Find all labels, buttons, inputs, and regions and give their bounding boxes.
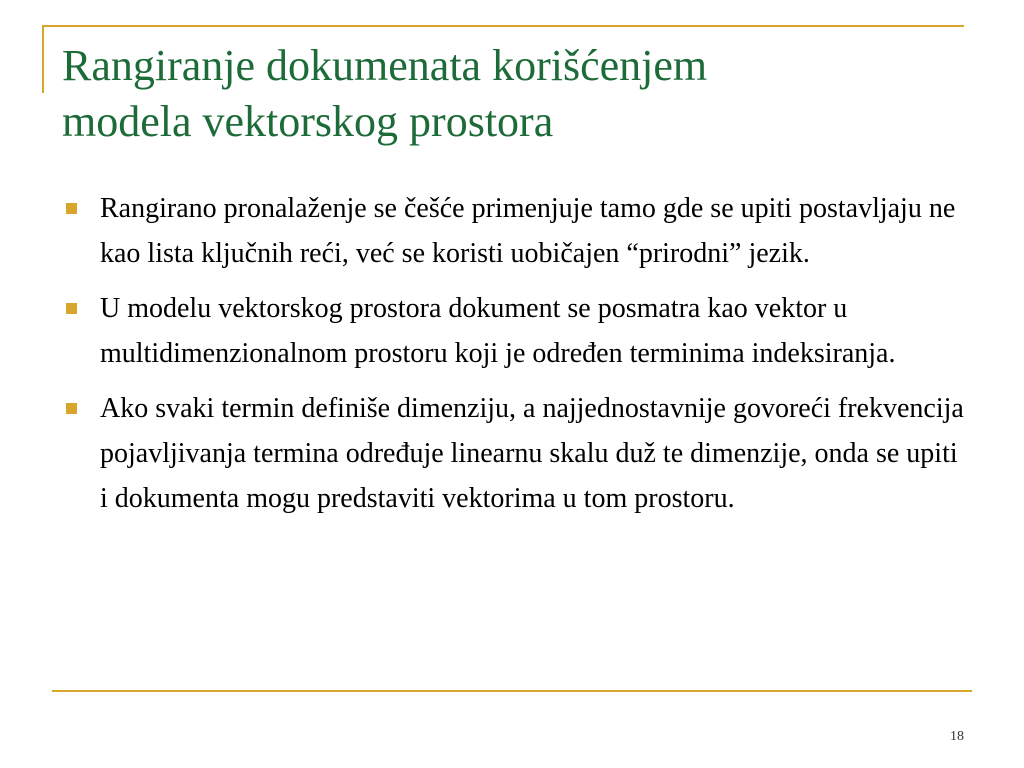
slide-title-line-1: Rangiranje dokumenata korišćenjem (62, 41, 708, 90)
bullet-item (64, 186, 964, 276)
page-number: 18 (950, 729, 964, 744)
footer-divider (52, 690, 972, 692)
bullet-item (64, 386, 964, 521)
slide-title-line-2: modela vektorskog prostora (62, 97, 554, 146)
top-frame-line (42, 25, 964, 27)
bullet-text: U modelu vektorskog prostora dokument se posmatra kao vektor u multidimenzionalnom prostoru koji je određen terminima indeksiranja. (100, 293, 896, 369)
bullet-text: Ako svaki termin definiše dimenziju, a najjednostavnije govoreći frekvencija pojavljivanja termina određuje linearnu skalu duž te dimenzije, onda se upiti i dokumenta mogu predstaviti vektorima u tom prostoru. (100, 393, 964, 514)
bullet-list (64, 186, 964, 531)
square-bullet-icon (66, 303, 77, 314)
square-bullet-icon (66, 403, 77, 414)
slide-title (62, 38, 962, 150)
bullet-item (64, 286, 964, 376)
bullet-text: Rangirano pronalaženje se češće primenjuje tamo gde se upiti postavljaju ne kao lista ključnih reći, već se koristi uobičajen “prirodni” jezik. (100, 193, 956, 269)
square-bullet-icon (66, 203, 77, 214)
left-frame-line (42, 25, 44, 93)
